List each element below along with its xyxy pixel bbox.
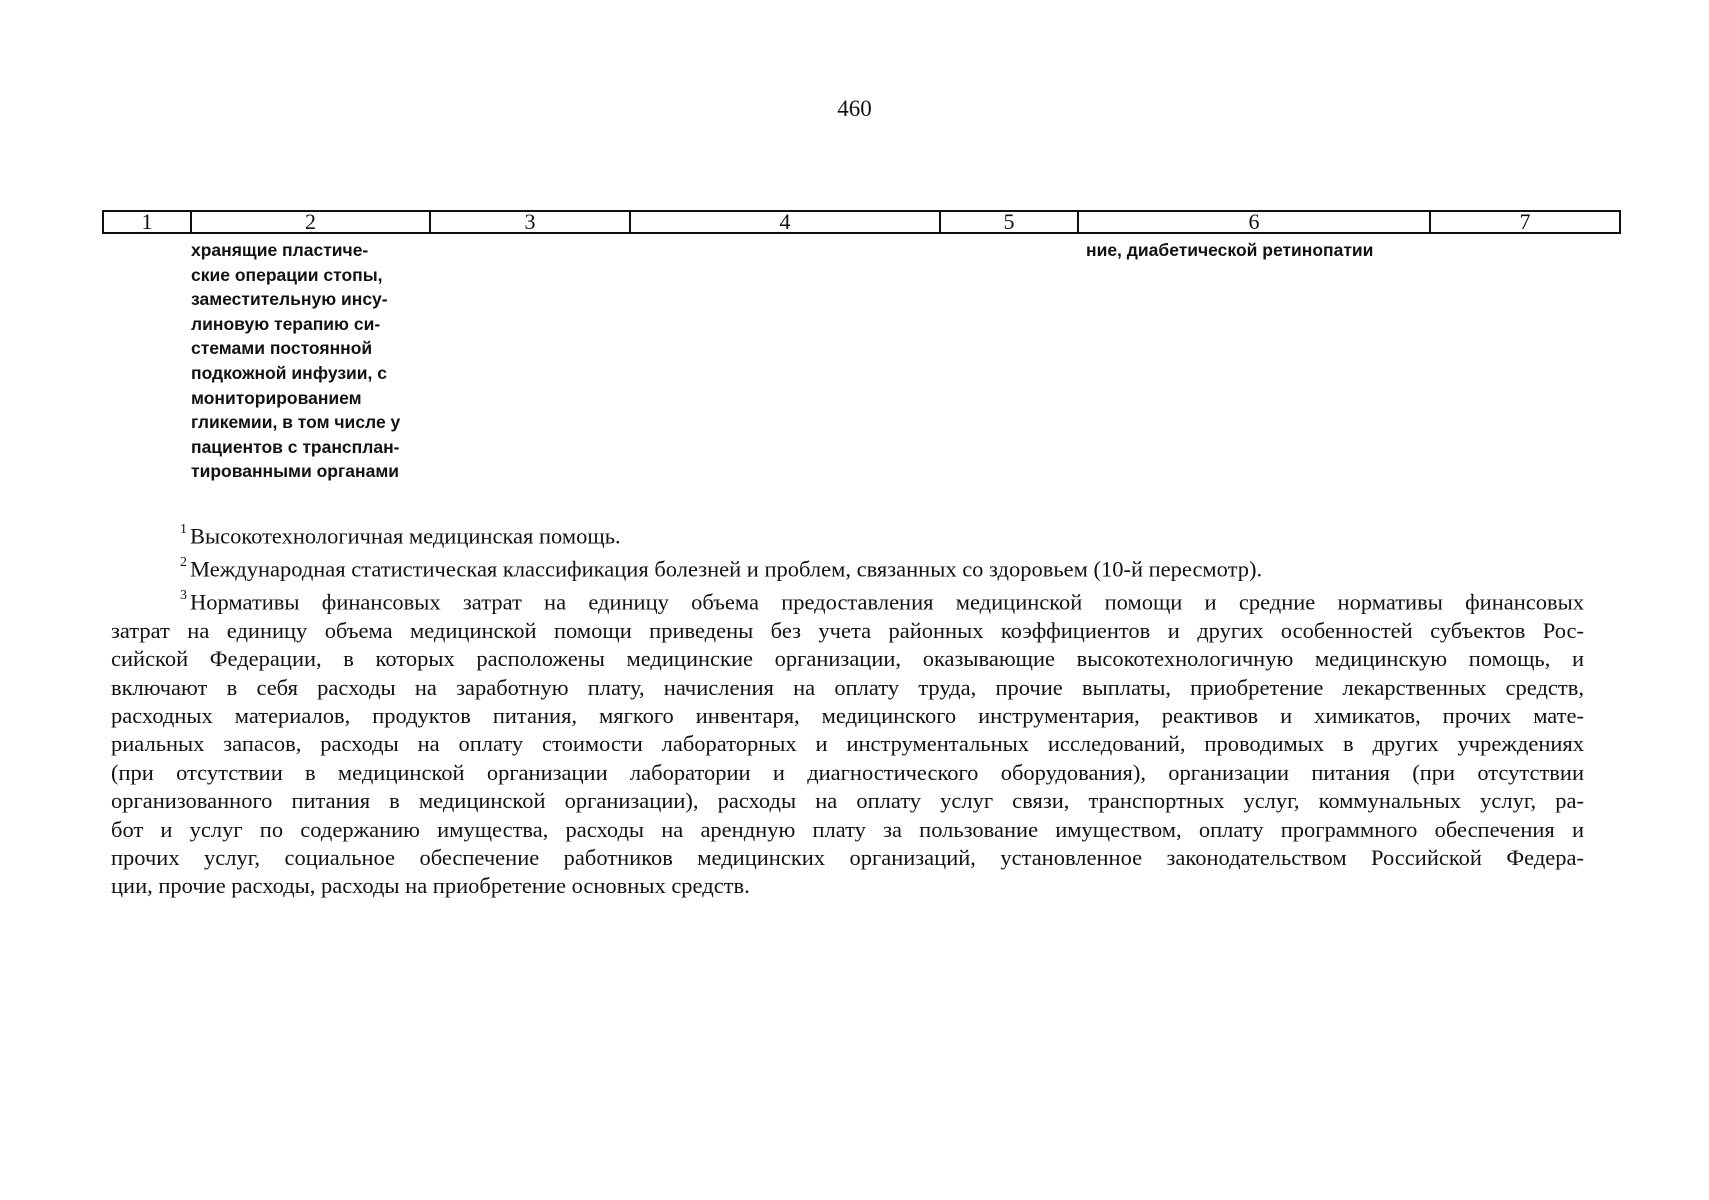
footnote-2 xyxy=(111,551,1584,584)
column-number-row xyxy=(103,211,1620,233)
column-number-3: 3 xyxy=(430,211,630,233)
column-6-cell-text xyxy=(1086,238,1506,263)
footnote-2-text: Международная статистическая классификация болезней и проблем, связанных со здоровьем (10-й пересмотр). xyxy=(190,556,1263,582)
footnote-1-mark: 1 xyxy=(180,522,187,537)
col2-line: подкожной инфузии, с xyxy=(191,362,387,383)
column-number-4: 4 xyxy=(630,211,940,233)
footnote-3-line: включают в себя расходы на заработную плату, начисления на оплату труда, прочие выплаты, приобретение лекарственных средств, xyxy=(111,674,1584,700)
footnotes xyxy=(111,518,1584,901)
column-number-1: 1 xyxy=(103,211,191,233)
col2-line: стемами постоянной xyxy=(191,338,373,359)
column-number-2: 2 xyxy=(191,211,430,233)
col2-line: заместительную инсу- xyxy=(191,289,388,310)
footnote-3-line: ции, прочие расходы, расходы на приобретение основных средств. xyxy=(111,873,750,899)
column-2-cell-text xyxy=(191,238,431,484)
footnote-3-line: сийской Федерации, в которых расположены медицинские организации, оказывающие высокотехнологичную медицинскую помощь, и xyxy=(111,646,1584,672)
col2-line: мониторированием xyxy=(191,387,362,408)
col2-line: линовую терапию си- xyxy=(191,313,381,334)
page-number: 460 xyxy=(837,96,872,121)
footnote-1 xyxy=(111,518,1584,551)
col6-line: ние, диабетической ретинопатии xyxy=(1086,240,1374,260)
footnote-3-line: организованного питания в медицинской организации), расходы на оплату услуг связи, транспортных услуг, коммунальных услуг, ра- xyxy=(111,788,1584,814)
footnote-3 xyxy=(111,584,1584,901)
footnote-3-mark: 3 xyxy=(180,587,187,603)
footnote-3-line: риальных запасов, расходы на оплату стоимости лабораторных и инструментальных исследований, проводимых в других учреждениях xyxy=(111,731,1584,757)
footnote-2-mark: 2 xyxy=(180,554,187,570)
footnote-3-line: бот и услуг по содержанию имущества, расходы на арендную плату за пользование имуществом, оплату программного обеспечения и xyxy=(111,816,1584,842)
col2-line: гликемии, в том числе у xyxy=(191,412,401,433)
footnote-3-line xyxy=(111,584,1584,617)
footnote-3-line: прочих услуг, социальное обеспечение работников медицинских организаций, установленное законодательством Российской Федера- xyxy=(111,844,1584,870)
footnote-1-text: Высокотехнологичная медицинская помощь. xyxy=(190,523,621,549)
footnote-3-line: расходных материалов, продуктов питания, мягкого инвентаря, медицинского инструментария, реактивов и химикатов, прочих мате- xyxy=(111,702,1584,728)
column-number-header-table xyxy=(102,210,1621,234)
col2-line: пациентов с трансплан- xyxy=(191,436,400,457)
col2-line: тированными органами xyxy=(191,461,400,482)
column-number-6: 6 xyxy=(1078,211,1430,233)
col2-line: ские операции стопы, xyxy=(191,264,383,285)
footnote-3-line: затрат на единицу объема медицинской помощи приведены без учета районных коэффициентов и других особенностей субъектов Рос- xyxy=(111,617,1584,643)
column-number-5: 5 xyxy=(940,211,1078,233)
footnote-3-line-text: Нормативы финансовых затрат на единицу объема предоставления медицинской помощи и средние нормативы финансовых xyxy=(190,589,1584,615)
column-number-7: 7 xyxy=(1430,211,1620,233)
footnote-3-line: (при отсутствии в медицинской организации лаборатории и диагностического оборудования), организации питания (при отсутствии xyxy=(111,759,1584,785)
col2-line: хранящие пластиче- xyxy=(191,240,369,260)
